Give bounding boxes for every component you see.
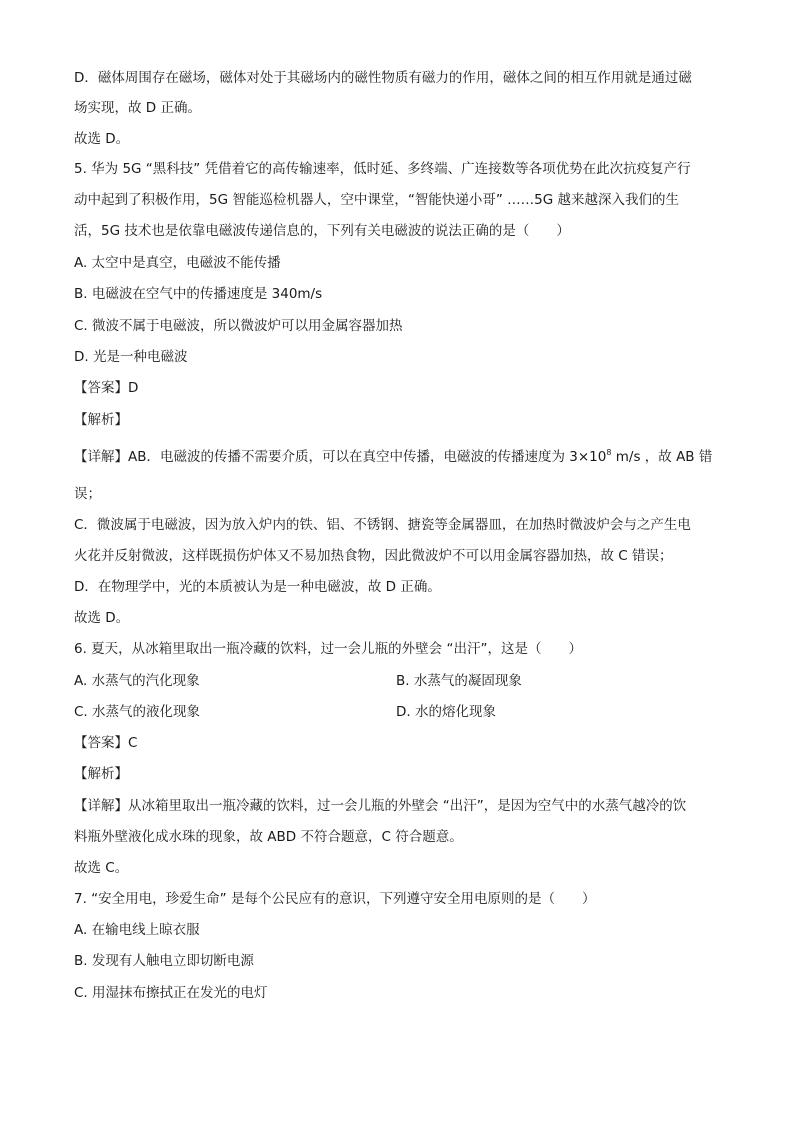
- detail-text: m/s ，故 AB 错: [611, 449, 713, 465]
- option-a: A. 水蒸气的汽化现象: [74, 673, 200, 689]
- option-a: A. 在输电线上晾衣服: [74, 922, 200, 938]
- answer-label: 【答案】D: [74, 380, 139, 396]
- option-a: A. 太空中是真空，电磁波不能传播: [74, 255, 281, 271]
- detail-text: 【详解】AB．电磁波的传播不需要介质，可以在真空中传播，电磁波的传播速度为 3×10: [74, 449, 607, 465]
- question-5: 5. 华为 5G “黑科技” 凭借着它的高传输速率，低时延、多终端、广连接数等各项优势在此次抗疫复产行: [74, 161, 691, 177]
- option-c: C. 用湿抹布擦拭正在发光的电灯: [74, 985, 268, 1001]
- text-line: 火花并反射微波，这样既损伤炉体又不易加热食物，因此微波炉不可以用金属容器加热，故 C 错误；: [74, 548, 673, 564]
- text-line: 误；: [74, 486, 101, 502]
- text-line: 场实现，故 D 正确。: [74, 100, 201, 116]
- text-line: 动中起到了积极作用，5G 智能巡检机器人，空中课堂，“智能快递小哥” ……5G 越来越深入我们的生: [74, 192, 679, 208]
- question-6: 6. 夏天，从冰箱里取出一瓶冷藏的饮料，过一会儿瓶的外壁会 “出汗”，这是（ ）: [74, 641, 582, 657]
- option-d: D. 光是一种电磁波: [74, 349, 188, 365]
- detail-explanation: 【详解】从冰箱里取出一瓶冷藏的饮料，过一会儿瓶的外壁会 “出汗”，是因为空气中的水蒸气越冷的饮: [74, 798, 687, 814]
- text-line: 料瓶外壁液化成水珠的现象，故 ABD 不符合题意，C 符合题意。: [74, 829, 463, 845]
- detail-explanation: [74, 447, 720, 467]
- text-line: C．微波属于电磁波，因为放入炉内的铁、铝、不锈钢、搪瓷等金属器皿，在加热时微波炉会与之产生电: [74, 517, 691, 533]
- text-line: 故选 C。: [74, 860, 129, 876]
- option-d: D. 水的熔化现象: [396, 704, 496, 720]
- analysis-label: 【解析】: [74, 766, 128, 782]
- text-line: D．磁体周围存在磁场，磁体对处于其磁场内的磁性物质有磁力的作用，磁体之间的相互作用就是通过磁: [74, 70, 692, 86]
- option-b: B. 发现有人触电立即切断电源: [74, 953, 254, 969]
- question-7: 7. “安全用电，珍爱生命” 是每个公民应有的意识，下列遵守安全用电原则的是（ ）: [74, 891, 596, 907]
- answer-label: 【答案】C: [74, 735, 138, 751]
- analysis-label: 【解析】: [74, 412, 128, 428]
- text-line: 故选 D。: [74, 610, 130, 626]
- option-b: B. 电磁波在空气中的传播速度是 340m/s: [74, 286, 323, 302]
- option-c: C. 水蒸气的液化现象: [74, 704, 201, 720]
- exponent: 8: [606, 448, 612, 457]
- option-c: C. 微波不属于电磁波，所以微波炉可以用金属容器加热: [74, 318, 403, 334]
- text-line: 活，5G 技术也是依靠电磁波传递信息的，下列有关电磁波的说法正确的是（ ）: [74, 223, 570, 239]
- text-line: D．在物理学中，光的本质被认为是一种电磁波，故 D 正确。: [74, 579, 441, 595]
- text-line: 故选 D。: [74, 131, 130, 147]
- option-b: B. 水蒸气的凝固现象: [396, 673, 522, 689]
